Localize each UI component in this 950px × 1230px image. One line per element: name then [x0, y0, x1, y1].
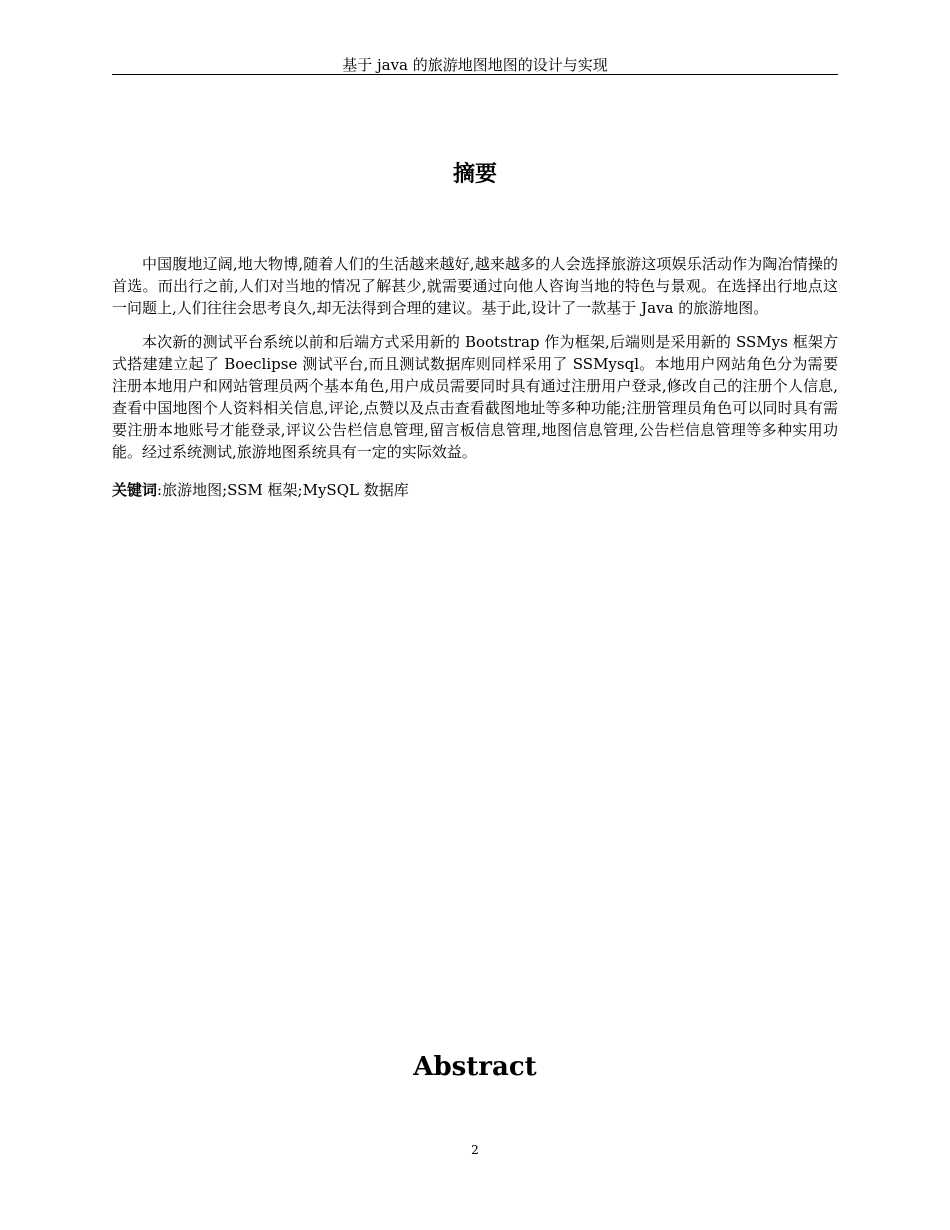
keywords-label: 关键词 — [112, 481, 158, 499]
abstract-body — [112, 253, 838, 501]
keywords-text: :旅游地图;SSM 框架;MySQL 数据库 — [157, 481, 409, 499]
abstract-paragraph: 本次新的测试平台系统以前和后端方式采用新的 Bootstrap 作为框架,后端则是采用新的 SSMys 框架方式搭建建立起了 Boeclipse 测试平台,而且测试数据库则同样采用了 SSMysql。本地用户网站角色分为需要注册本地用户和网站管理员两个基本角色,用户成员需要同时具有通过注册用户登录,修改自己的注册个人信息,查看中国地图个人资料相关信息,评论,点赞以及点击查看截图地址等多种功能;注册管理员角色可以同时具有需要注册本地账号才能登录,评议公告栏信息管理,留言板信息管理,地图信息管理,公告栏信息管理等多种实用功能。经过系统测试,旅游地图系统具有一定的实际效益。 — [112, 333, 838, 461]
header-rule — [112, 74, 838, 75]
english-abstract-title: Abstract — [413, 1052, 537, 1082]
abstract-paragraph: 中国腹地辽阔,地大物博,随着人们的生活越来越好,越来越多的人会选择旅游这项娱乐活动作为陶冶情操的首选。而出行之前,人们对当地的情况了解甚少,就需要通过向他人咨询当地的特色与景观。在选择出行地点这一问题上,人们往往会思考良久,却无法得到合理的建议。基于此,设计了一款基于 Java 的旅游地图。 — [112, 255, 838, 317]
abstract-title: 摘要 — [452, 162, 497, 187]
running-header: 基于 java 的旅游地图地图的设计与实现 — [342, 56, 608, 74]
page-number: 2 — [471, 1143, 479, 1157]
keywords-line — [112, 479, 838, 501]
